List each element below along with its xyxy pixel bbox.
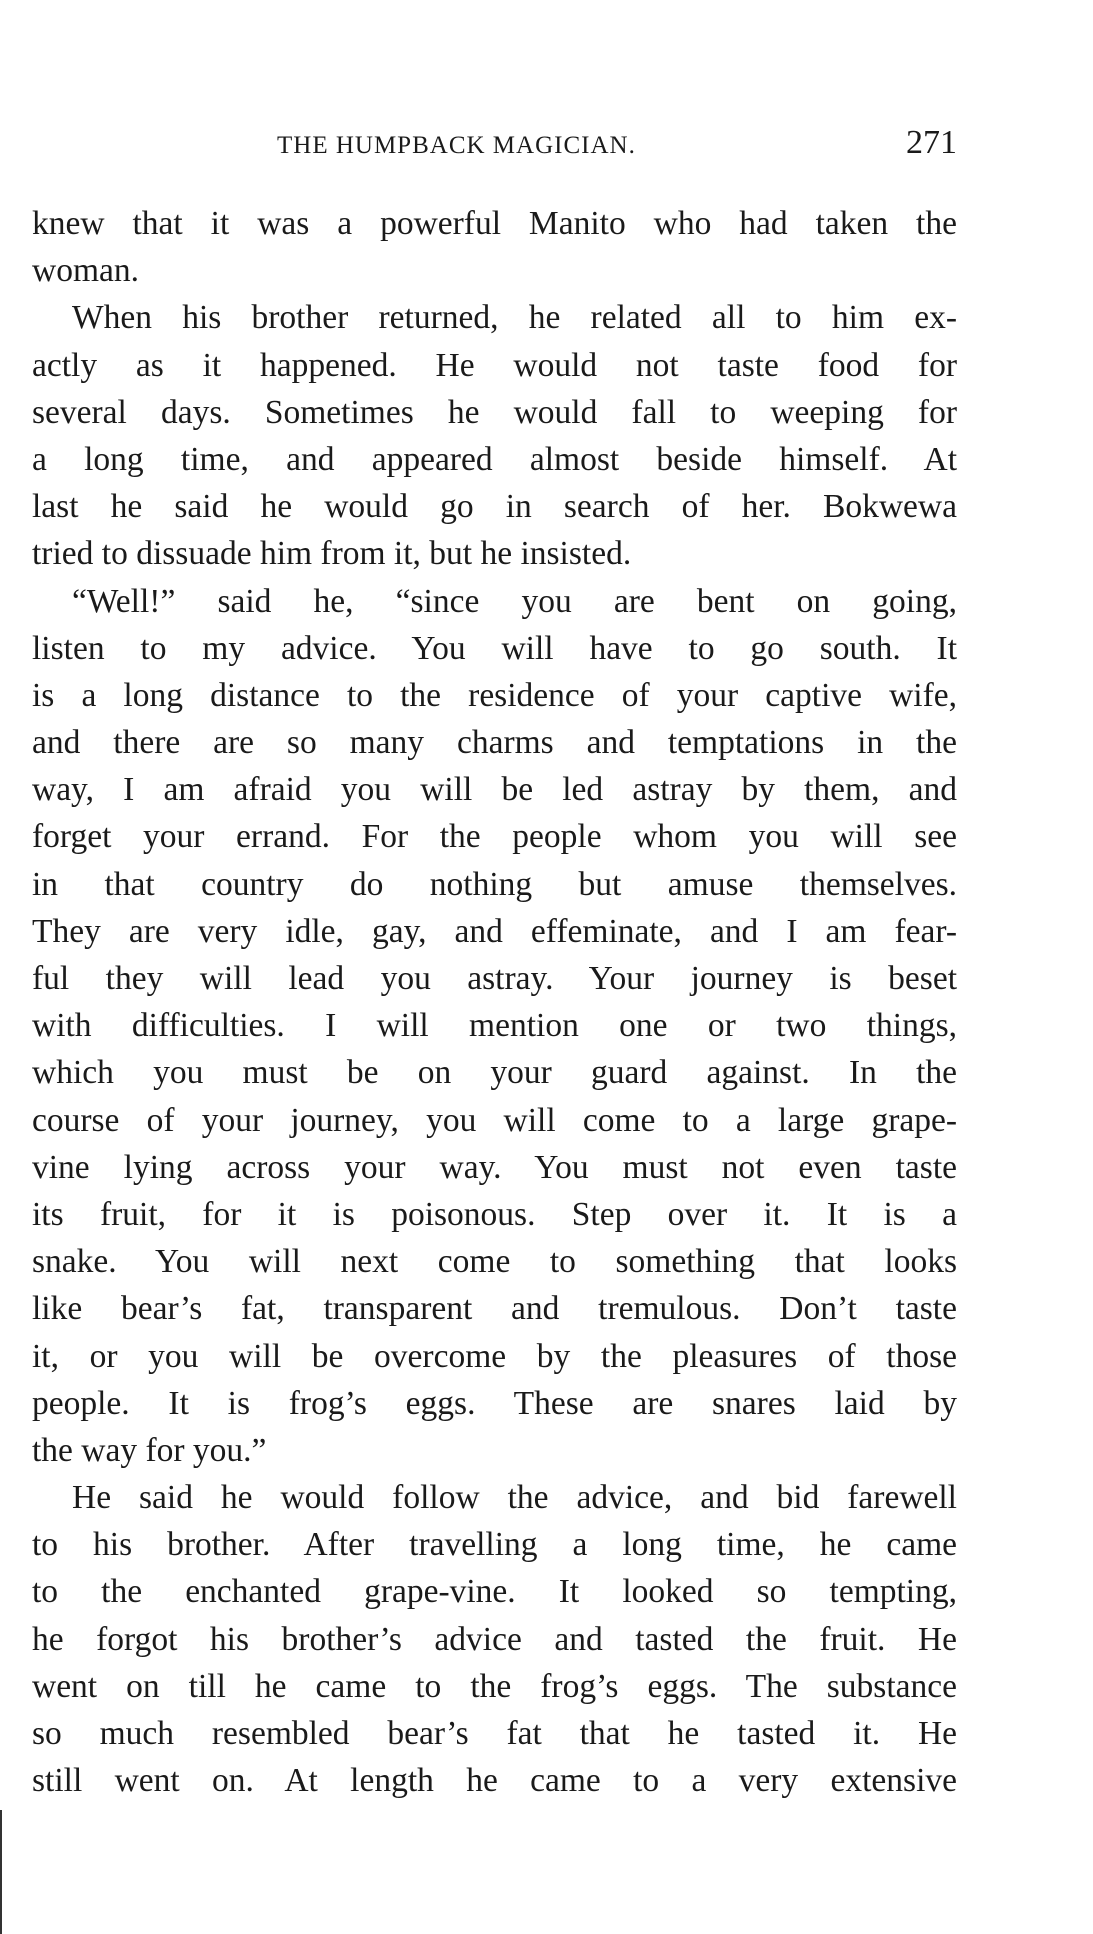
- text-line: it, or you will be overcome by the pleasures of those: [32, 1337, 957, 1375]
- text-line: vine lying across your way. You must not even taste: [32, 1148, 957, 1186]
- text-line: in that country do nothing but amuse themselves.: [32, 865, 957, 903]
- text-line: to the enchanted grape-vine. It looked so tempting,: [32, 1573, 957, 1611]
- text-line: forget your errand. For the people whom you will see: [32, 818, 957, 856]
- text-line: He said he would follow the advice, and bid farewell: [72, 1479, 957, 1517]
- text-line: They are very idle, gay, and effeminate, and I am fear-: [32, 912, 957, 950]
- text-line: several days. Sometimes he would fall to weeping for: [32, 393, 957, 431]
- text-line: went on till he came to the frog’s eggs. The substance: [32, 1667, 957, 1705]
- body-text: [32, 200, 957, 1804]
- text-line: people. It is frog’s eggs. These are snares laid by: [32, 1384, 957, 1422]
- text-line: When his brother returned, he related all to him ex-: [72, 299, 957, 337]
- text-line: course of your journey, you will come to a large grape-: [32, 1101, 957, 1139]
- text-line: way, I am afraid you will be led astray by them, and: [32, 771, 957, 809]
- text-line: the way for you.”: [32, 1431, 267, 1469]
- text-line: snake. You will next come to something that looks: [32, 1243, 957, 1281]
- page-number: 271: [906, 124, 957, 161]
- text-line: which you must be on your guard against. In the: [32, 1054, 957, 1092]
- text-line: so much resembled bear’s fat that he tasted it. He: [32, 1715, 957, 1752]
- text-line: “Well!” said he, “since you are bent on going,: [72, 582, 957, 620]
- text-line: a long time, and appeared almost beside himself. At: [32, 440, 957, 478]
- text-line: knew that it was a powerful Manito who had taken the: [32, 205, 957, 242]
- running-head: [32, 124, 957, 164]
- text-line: with difficulties. I will mention one or two things,: [32, 1007, 957, 1045]
- text-line: he forgot his brother’s advice and tasted the fruit. He: [32, 1620, 957, 1658]
- margin-mark: [0, 1810, 2, 1934]
- text-line: listen to my advice. You will have to go south. It: [32, 629, 957, 667]
- text-line: tried to dissuade him from it, but he insisted.: [32, 535, 632, 573]
- text-line: is a long distance to the residence of your captive wife,: [32, 676, 957, 714]
- text-line: to his brother. After travelling a long time, he came: [32, 1526, 957, 1564]
- text-line: still went on. At length he came to a very extensive: [32, 1762, 957, 1800]
- text-line: ful they will lead you astray. Your journey is beset: [32, 960, 957, 997]
- text-line: its fruit, for it is poisonous. Step over it. It is a: [32, 1195, 957, 1233]
- text-line: last he said he would go in search of her. Bokwewa: [32, 488, 957, 526]
- text-line: like bear’s fat, transparent and tremulous. Don’t taste: [32, 1290, 957, 1328]
- text-line: and there are so many charms and temptations in the: [32, 724, 957, 762]
- text-line: actly as it happened. He would not taste food for: [32, 346, 957, 384]
- running-title: THE HUMPBACK MAGICIAN.: [277, 132, 636, 159]
- text-line: woman.: [32, 252, 139, 290]
